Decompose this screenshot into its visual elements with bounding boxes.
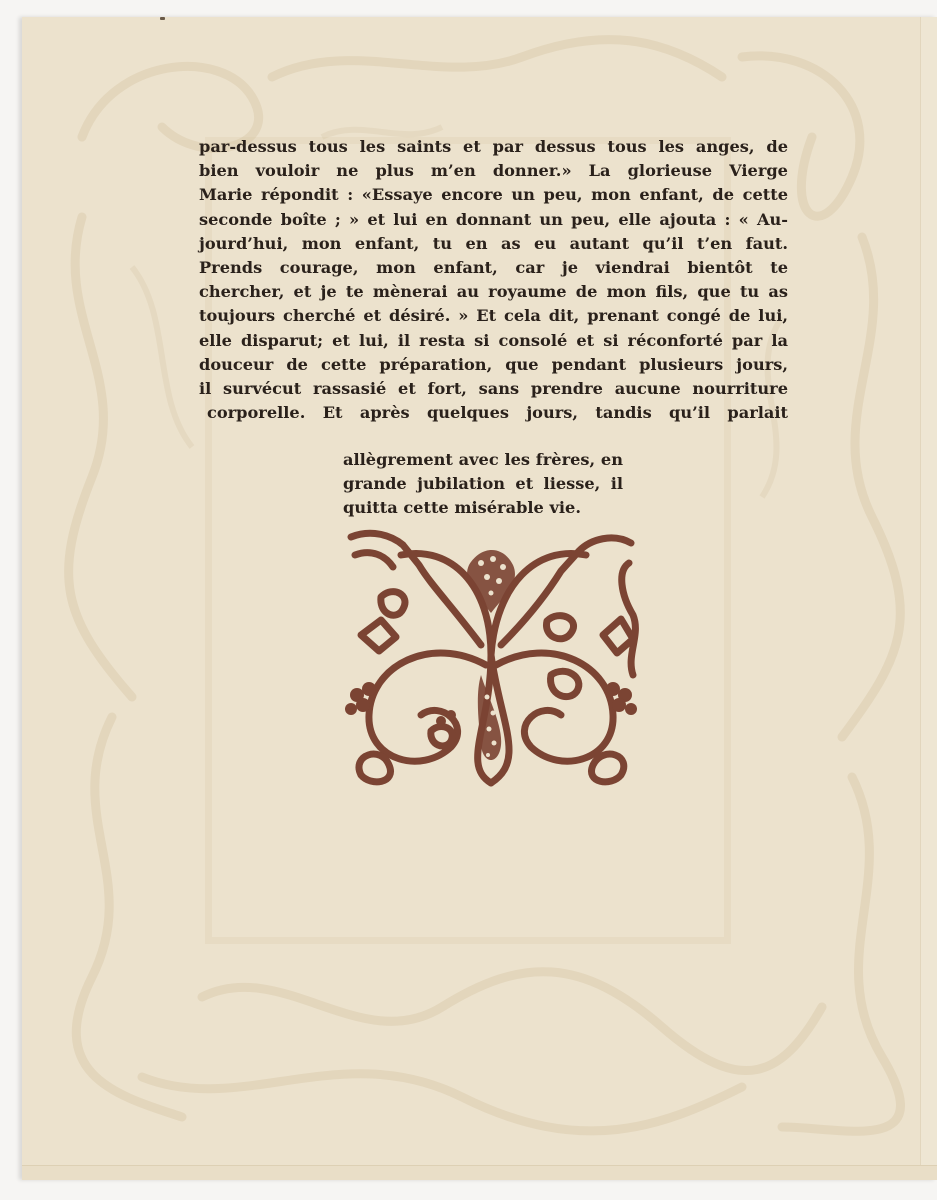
text-line: grande jubilation et liesse, il [343,474,623,494]
body-text [199,135,788,425]
text-line: corporelle. Et après quelques jours, tandis qu’il parlait [207,403,788,423]
adjacent-page-edge [920,17,937,1180]
text-line: allègrement avec les frères, en [343,450,623,469]
text-line: douceur de cette préparation, que pendant plusieurs jours, [199,354,788,374]
text-line: elle disparut; et lui, il resta si consolé et si réconforté par la [199,330,788,350]
text-line: Prends courage, mon enfant, car je viendrai bientôt te [199,258,788,278]
text-line: il survécut rassasié et fort, sans prendre aucune nourriture [199,379,788,399]
text-line: toujours cherché et désiré. » Et cela dit, prenant congé de lui, [199,306,788,326]
text-line: seconde boîte ; » et lui en donnant un peu, elle ajouta : « Au- [199,209,788,229]
text-line: chercher, et je te mènerai au royaume de mon fils, que tu as [199,282,788,302]
text-line: jourd’hui, mon enfant, tu en as eu autant qu’il t’en faut. [199,233,788,253]
text-line: par-dessus tous les saints et par dessus tous les anges, de [199,137,788,156]
deckled-bottom-edge [22,1165,937,1180]
text-line: quitta cette misérable vie. [343,498,581,518]
tapered-text-ending [343,448,623,521]
text-line: bien vouloir ne plus m’en donner.» La glorieuse Vierge [199,161,788,181]
text-line: Marie répondit : «Essaye encore un peu, mon enfant, de cette [199,185,788,205]
foliate-cul-de-lampe-icon [341,525,641,790]
